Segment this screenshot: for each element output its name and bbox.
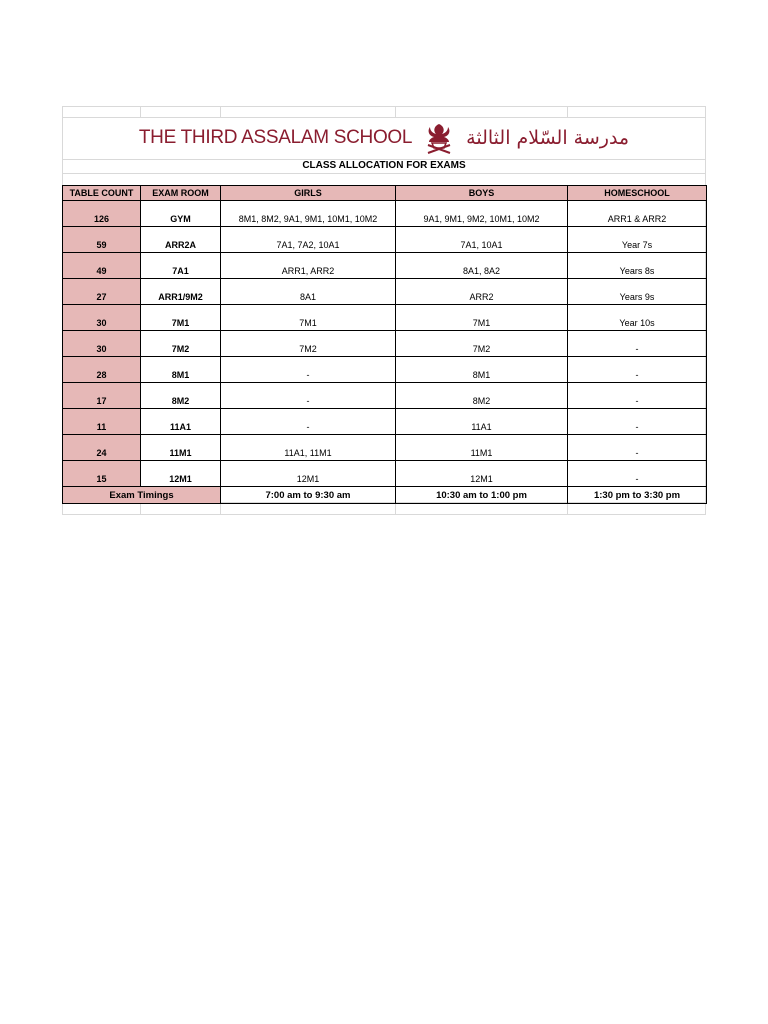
table-count-cell: 126 bbox=[63, 201, 141, 227]
school-name-english: THE THIRD ASSALAM SCHOOL bbox=[138, 127, 413, 148]
sheet-gridline bbox=[62, 514, 706, 515]
exam-room-cell: 7M1 bbox=[141, 305, 221, 331]
table-count-cell: 11 bbox=[63, 409, 141, 435]
homeschool-cell: Year 10s bbox=[568, 305, 707, 331]
exam-room-cell: GYM bbox=[141, 201, 221, 227]
homeschool-cell: Years 9s bbox=[568, 279, 707, 305]
exam-room-cell: ARR2A bbox=[141, 227, 221, 253]
table-row bbox=[63, 201, 707, 227]
homeschool-cell: - bbox=[568, 409, 707, 435]
column-header-girls: GIRLS bbox=[221, 186, 396, 201]
girls-cell: 8A1 bbox=[221, 279, 396, 305]
sheet-gridline bbox=[62, 106, 706, 107]
boys-timing-cell: 10:30 am to 1:00 pm bbox=[396, 487, 568, 504]
exam-room-cell: 8M1 bbox=[141, 357, 221, 383]
table-row bbox=[63, 253, 707, 279]
exam-room-cell: 8M2 bbox=[141, 383, 221, 409]
homeschool-cell: - bbox=[568, 383, 707, 409]
column-header-homeschool: HOMESCHOOL bbox=[568, 186, 707, 201]
exam-room-cell: 11M1 bbox=[141, 435, 221, 461]
boys-cell: 7M1 bbox=[396, 305, 568, 331]
boys-cell: ARR2 bbox=[396, 279, 568, 305]
table-header-row bbox=[63, 186, 707, 201]
girls-cell: ARR1, ARR2 bbox=[221, 253, 396, 279]
exam-room-cell: ARR1/9M2 bbox=[141, 279, 221, 305]
boys-cell: 11A1 bbox=[396, 409, 568, 435]
table-count-cell: 24 bbox=[63, 435, 141, 461]
girls-cell: - bbox=[221, 357, 396, 383]
school-crest-icon bbox=[424, 121, 454, 155]
allocation-table bbox=[62, 185, 707, 504]
homeschool-cell: Years 8s bbox=[568, 253, 707, 279]
table-row bbox=[63, 305, 707, 331]
table-count-cell: 15 bbox=[63, 461, 141, 487]
homeschool-cell: - bbox=[568, 461, 707, 487]
table-count-cell: 49 bbox=[63, 253, 141, 279]
homeschool-cell: Year 7s bbox=[568, 227, 707, 253]
girls-cell: 7A1, 7A2, 10A1 bbox=[221, 227, 396, 253]
sheet-gridline bbox=[395, 106, 396, 118]
girls-timing-cell: 7:00 am to 9:30 am bbox=[221, 487, 396, 504]
school-name-arabic: مدرسة السّلام الثالثة bbox=[466, 127, 630, 149]
girls-cell: 7M1 bbox=[221, 305, 396, 331]
table-count-cell: 17 bbox=[63, 383, 141, 409]
homeschool-cell: - bbox=[568, 331, 707, 357]
table-row bbox=[63, 461, 707, 487]
boys-cell: 8M2 bbox=[396, 383, 568, 409]
boys-cell: 7M2 bbox=[396, 331, 568, 357]
exam-room-cell: 12M1 bbox=[141, 461, 221, 487]
girls-cell: - bbox=[221, 409, 396, 435]
homeschool-cell: - bbox=[568, 435, 707, 461]
sheet-gridline bbox=[567, 106, 568, 118]
girls-cell: - bbox=[221, 383, 396, 409]
table-count-cell: 27 bbox=[63, 279, 141, 305]
boys-cell: 12M1 bbox=[396, 461, 568, 487]
table-row bbox=[63, 383, 707, 409]
column-header-exam-room: EXAM ROOM bbox=[141, 186, 221, 201]
sheet-gridline bbox=[62, 173, 706, 174]
boys-cell: 8M1 bbox=[396, 357, 568, 383]
table-row bbox=[63, 331, 707, 357]
table-count-cell: 30 bbox=[63, 331, 141, 357]
table-count-cell: 30 bbox=[63, 305, 141, 331]
girls-cell: 12M1 bbox=[221, 461, 396, 487]
girls-cell: 8M1, 8M2, 9A1, 9M1, 10M1, 10M2 bbox=[221, 201, 396, 227]
boys-cell: 7A1, 10A1 bbox=[396, 227, 568, 253]
exam-room-cell: 7M2 bbox=[141, 331, 221, 357]
column-header-table-count: TABLE COUNT bbox=[63, 186, 141, 201]
homeschool-timing-cell: 1:30 pm to 3:30 pm bbox=[568, 487, 707, 504]
column-header-boys: BOYS bbox=[396, 186, 568, 201]
sheet-gridline bbox=[140, 106, 141, 118]
exam-room-cell: 11A1 bbox=[141, 409, 221, 435]
boys-cell: 11M1 bbox=[396, 435, 568, 461]
exam-timings-label: Exam Timings bbox=[63, 487, 221, 504]
table-row bbox=[63, 435, 707, 461]
girls-cell: 7M2 bbox=[221, 331, 396, 357]
page-title: CLASS ALLOCATION FOR EXAMS bbox=[302, 160, 466, 171]
boys-cell: 9A1, 9M1, 9M2, 10M1, 10M2 bbox=[396, 201, 568, 227]
exam-room-cell: 7A1 bbox=[141, 253, 221, 279]
sheet-gridline bbox=[220, 106, 221, 118]
school-logo bbox=[62, 118, 706, 158]
exam-timings-row bbox=[63, 487, 707, 504]
table-row bbox=[63, 227, 707, 253]
homeschool-cell: - bbox=[568, 357, 707, 383]
table-count-cell: 28 bbox=[63, 357, 141, 383]
boys-cell: 8A1, 8A2 bbox=[396, 253, 568, 279]
table-row bbox=[63, 279, 707, 305]
table-row bbox=[63, 409, 707, 435]
table-count-cell: 59 bbox=[63, 227, 141, 253]
table-row bbox=[63, 357, 707, 383]
homeschool-cell: ARR1 & ARR2 bbox=[568, 201, 707, 227]
girls-cell: 11A1, 11M1 bbox=[221, 435, 396, 461]
